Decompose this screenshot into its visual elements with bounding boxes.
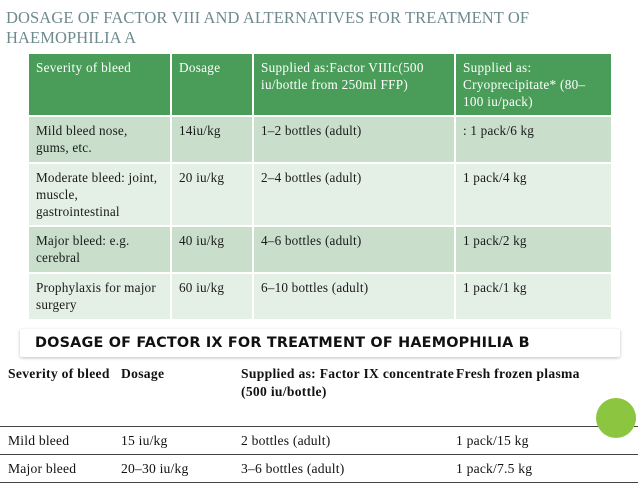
cell-factor-viiic: 4–6 bottles (adult)	[253, 226, 455, 273]
cell-dosage: 20–30 iu/kg	[121, 454, 241, 482]
cell-fresh-frozen-plasma: 1 pack/15 kg	[456, 426, 638, 454]
cell-factor-viiic: 2–4 bottles (adult)	[253, 163, 455, 226]
cell-factor-ix-concentrate: 3–6 bottles (adult)	[241, 454, 456, 482]
cell-factor-ix-concentrate: 2 bottles (adult)	[241, 426, 456, 454]
cell-dosage: 20 iu/kg	[171, 163, 253, 226]
cell-severity: Major bleed	[0, 454, 121, 482]
cell-factor-viiic: 6–10 bottles (adult)	[253, 273, 455, 319]
table-header-row	[0, 356, 638, 426]
header-severity: Severity of bleed	[29, 54, 171, 116]
factor-viii-table	[29, 54, 611, 319]
header-dosage: Dosage	[171, 54, 253, 116]
cell-severity: Major bleed: e.g. cerebral	[29, 226, 171, 273]
cell-cryoprecipitate: 1 pack/1 kg	[455, 273, 611, 319]
cell-dosage: 14iu/kg	[171, 116, 253, 163]
header-fresh-frozen-plasma: Fresh frozen plasma	[456, 356, 638, 426]
cell-dosage: 15 iu/kg	[121, 426, 241, 454]
header-dosage: Dosage	[121, 356, 241, 426]
header-factor-ix-concentrate: Supplied as: Factor IX concentrate (500 iu/bottle)	[241, 356, 456, 426]
table-row	[29, 163, 611, 226]
factor-ix-table	[0, 356, 638, 483]
factor-ix-title: DOSAGE OF FACTOR IX FOR TREATMENT OF HAEMOPHILIA B	[35, 335, 530, 351]
decorative-circle	[596, 398, 636, 438]
header-factor-viiic: Supplied as:Factor VIIIc(500 iu/bottle from 250ml FFP)	[253, 54, 455, 116]
cell-severity: Prophylaxis for major surgery	[29, 273, 171, 319]
header-severity: Severity of bleed	[0, 356, 121, 426]
cell-cryoprecipitate: 1 pack/2 kg	[455, 226, 611, 273]
slide-title: DOSAGE OF FACTOR VIII AND ALTERNATIVES FOR TREATMENT OF HAEMOPHILIA A	[6, 8, 530, 47]
cell-cryoprecipitate: : 1 pack/6 kg	[455, 116, 611, 163]
cell-severity: Mild bleed	[0, 426, 121, 454]
cell-severity: Mild bleed nose, gums, etc.	[29, 116, 171, 163]
cell-dosage: 60 iu/kg	[171, 273, 253, 319]
table-header-row	[29, 54, 611, 116]
table-row	[29, 273, 611, 319]
cell-cryoprecipitate: 1 pack/4 kg	[455, 163, 611, 226]
header-cryoprecipitate: Supplied as: Cryoprecipitate* (80–100 iu/pack)	[455, 54, 611, 116]
cell-factor-viiic: 1–2 bottles (adult)	[253, 116, 455, 163]
table-row	[29, 116, 611, 163]
table-row	[0, 454, 638, 482]
table-row	[29, 226, 611, 273]
cell-fresh-frozen-plasma: 1 pack/7.5 kg	[456, 454, 638, 482]
cell-dosage: 40 iu/kg	[171, 226, 253, 273]
cell-severity: Moderate bleed: joint, muscle, gastrointestinal	[29, 163, 171, 226]
table-row	[0, 426, 638, 454]
